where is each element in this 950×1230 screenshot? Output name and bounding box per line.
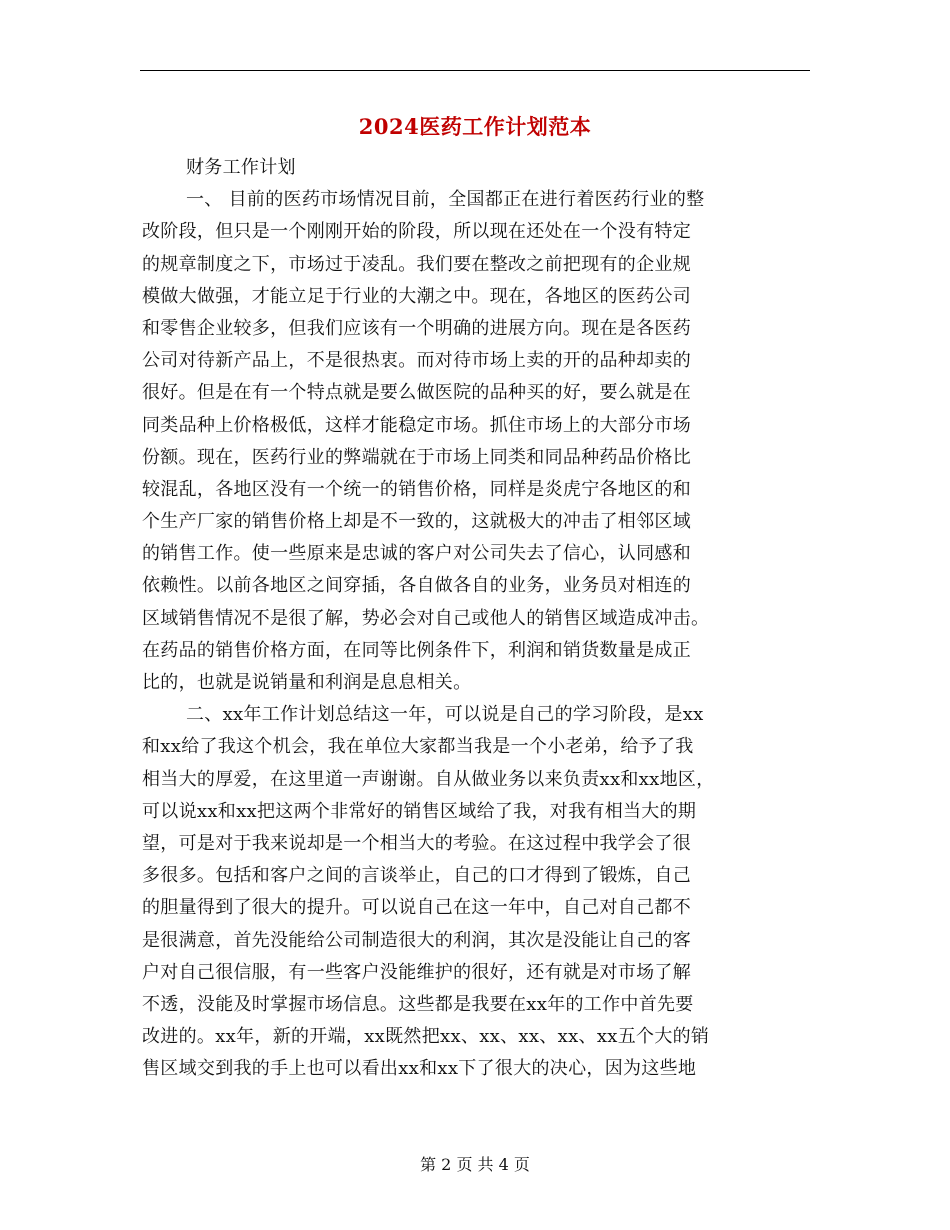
paragraph-line: 的销售工作。使一些原来是忠诚的客户对公司失去了信心，认同感和 [142, 543, 691, 565]
paragraph-line: 和零售企业较多，但我们应该有一个明确的进展方向。现在是各医药 [142, 317, 691, 339]
document-title: 2024医药工作计划范本 [358, 114, 592, 139]
paragraph-line: 个生产厂家的销售价格上却是不一致的，这就极大的冲击了相邻区域 [142, 511, 691, 533]
paragraph-line: 和xx给了我这个机会，我在单位大家都当我是一个小老弟，给予了我 [142, 736, 694, 758]
paragraph-line: 售区域交到我的手上也可以看出xx和xx下了很大的决心，因为这些地 [142, 1058, 697, 1080]
paragraph-line: 不透，没能及时掌握市场信息。这些都是我要在xx年的工作中首先要 [142, 993, 694, 1015]
paragraph-line: 较混乱，各地区没有一个统一的销售价格，同样是炎虎宁各地区的和 [142, 478, 691, 500]
paragraph-line: 二、xx年工作计划总结这一年，可以说是自己的学习阶段，是xx [186, 704, 704, 726]
paragraph-line: 在药品的销售价格方面，在同等比例条件下，利润和销货数量是成正 [142, 639, 691, 661]
paragraph-line: 改阶段，但只是一个刚刚开始的阶段，所以现在还处在一个没有特定 [142, 221, 691, 243]
paragraph-line: 的规章制度之下，市场过于凌乱。我们要在整改之前把现有的企业规 [142, 253, 691, 275]
paragraph-line: 很好。但是在有一个特点就是要么做医院的品种买的好，要么就是在 [142, 382, 691, 404]
paragraph-line: 望，可是对于我来说却是一个相当大的考验。在这过程中我学会了很 [142, 832, 691, 854]
paragraph-line: 相当大的厚爱，在这里道一声谢谢。自从做业务以来负责xx和xx地区， [142, 768, 715, 790]
page-number-footer: 第 2 页 共 4 页 [420, 1155, 530, 1174]
paragraph-line: 一、 目前的医药市场情况目前，全国都正在进行着医药行业的整 [186, 189, 705, 211]
paragraph-line: 多很多。包括和客户之间的言谈举止，自己的口才得到了锻炼，自己 [142, 865, 691, 887]
paragraph-line: 同类品种上价格极低，这样才能稳定市场。抓住市场上的大部分市场 [142, 414, 691, 436]
paragraph-line: 的胆量得到了很大的提升。可以说自己在这一年中，自己对自己都不 [142, 897, 691, 919]
paragraph-line: 份额。现在，医药行业的弊端就在于市场上同类和同品种药品价格比 [142, 446, 691, 468]
paragraph-line: 可以说xx和xx把这两个非常好的销售区域给了我，对我有相当大的期 [142, 800, 697, 822]
header-rule [140, 70, 810, 71]
paragraph-line: 区域销售情况不是很了解，势必会对自己或他人的销售区域造成冲击。 [142, 607, 710, 629]
paragraph-line: 户对自己很信服，有一些客户没能维护的很好，还有就是对市场了解 [142, 961, 691, 983]
paragraph-line: 模做大做强，才能立足于行业的大潮之中。现在，各地区的医药公司 [142, 285, 691, 307]
paragraph-line: 依赖性。以前各地区之间穿插，各自做各自的业务，业务员对相连的 [142, 575, 691, 597]
paragraph-line: 公司对待新产品上，不是很热衷。而对待市场上卖的开的品种却卖的 [142, 350, 691, 372]
document-body [142, 152, 812, 1085]
paragraph-line: 财务工作计划 [186, 157, 296, 178]
paragraph-line: 改进的。xx年，新的开端，xx既然把xx、xx、xx、xx、xx五个大的销 [142, 1026, 710, 1048]
paragraph-line: 是很满意，首先没能给公司制造很大的利润，其次是没能让自己的客 [142, 929, 691, 951]
paragraph-line: 比的，也就是说销量和利润是息息相关。 [142, 672, 472, 693]
